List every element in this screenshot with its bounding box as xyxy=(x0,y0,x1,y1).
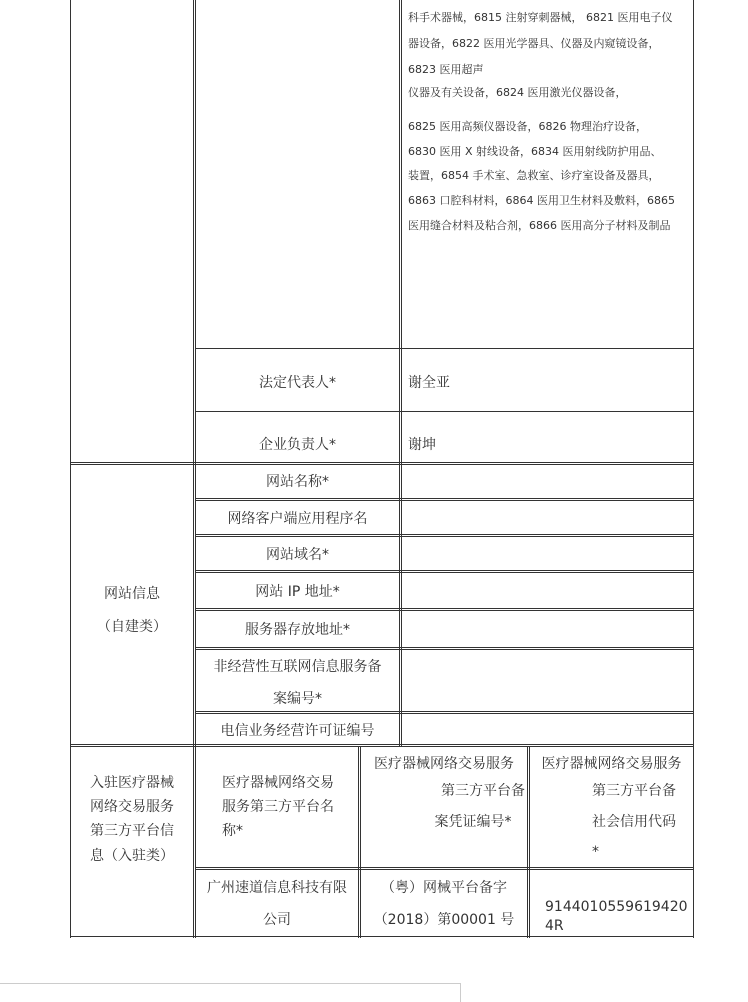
row-divider xyxy=(195,536,694,537)
telecom-license-label: 电信业务经营许可证编号 xyxy=(220,723,375,739)
col-divider xyxy=(360,746,361,938)
platform-section-label: 息（入驻类） xyxy=(90,848,174,864)
row-divider xyxy=(195,608,694,609)
icp-record-label: 非经营性互联网信息服务备 xyxy=(213,659,382,675)
platform-name-header: 服务第三方平台名 xyxy=(222,799,334,815)
col-divider xyxy=(193,462,194,746)
col-divider xyxy=(401,462,402,746)
scope-line: 科手术器械，6815 注射穿刺器械， 6821 医用电子仪 xyxy=(408,11,673,24)
scope-line: 装置，6854 手术室、急救室、诊疗室设备及器具， xyxy=(408,169,660,182)
website-name-label: 网站名称* xyxy=(266,474,329,490)
scope-line: 6825 医用高频仪器设备，6826 物理治疗设备， xyxy=(408,120,647,133)
credit-code-header: 医疗器械网络交易服务 xyxy=(541,756,682,772)
credit-code-value: 9144010559619420 xyxy=(545,899,688,915)
col-divider xyxy=(527,746,528,938)
col-divider xyxy=(399,462,400,746)
row-divider xyxy=(195,713,694,714)
row-divider xyxy=(70,464,694,465)
record-number-header: 第三方平台备 xyxy=(441,783,525,799)
row-divider xyxy=(195,610,694,611)
row-divider xyxy=(195,411,694,412)
app-name-label: 网络客户端应用程序名 xyxy=(227,511,368,527)
credit-code-value: 4R xyxy=(545,918,564,934)
icp-record-label-cont: 案编号* xyxy=(273,691,322,707)
row-divider xyxy=(195,649,694,650)
row-divider xyxy=(70,744,694,745)
credit-code-header: 社会信用代码 xyxy=(592,814,676,830)
row-divider xyxy=(195,711,694,712)
responsible-label: 企业负责人* xyxy=(259,437,336,453)
footer-box-edge xyxy=(460,983,461,1002)
col-divider xyxy=(399,0,400,462)
col-divider xyxy=(195,0,196,462)
ip-label: 网站 IP 地址* xyxy=(255,584,340,600)
row-divider xyxy=(195,647,694,648)
row-divider xyxy=(195,534,694,535)
platform-name-value: 广州速道信息科技有限 xyxy=(207,880,347,896)
scope-line: 6863 口腔科材料，6864 医用卫生材料及敷料，6865 xyxy=(408,194,675,207)
responsible-value: 谢坤 xyxy=(408,437,436,453)
scope-line: 6830 医用 X 射线设备，6834 医用射线防护用品、 xyxy=(408,145,662,158)
platform-section-label: 网络交易服务 xyxy=(90,799,174,815)
credit-code-header: 第三方平台备 xyxy=(592,783,676,799)
record-number-header: 医疗器械网络交易服务 xyxy=(374,756,514,772)
row-divider xyxy=(195,498,694,499)
col-divider xyxy=(193,0,194,462)
platform-name-header: 称* xyxy=(222,823,243,839)
col-divider xyxy=(193,746,194,938)
domain-label: 网站域名* xyxy=(266,547,329,563)
scope-line: 医用缝合材料及粘合剂，6866 医用高分子材料及制品 xyxy=(408,219,671,232)
row-divider xyxy=(195,348,694,349)
platform-section-label: 第三方平台信 xyxy=(90,823,174,839)
table-border-right xyxy=(693,0,694,938)
row-divider xyxy=(195,867,694,868)
scope-line: 6823 医用超声 xyxy=(408,63,484,76)
col-divider xyxy=(195,746,196,938)
website-section-sublabel: （自建类） xyxy=(97,619,167,635)
footer-box-edge xyxy=(0,983,461,984)
record-number-value: （2018）第00001 号 xyxy=(373,912,515,928)
col-divider xyxy=(401,0,402,462)
col-divider xyxy=(358,746,359,938)
row-divider xyxy=(70,746,694,747)
row-divider xyxy=(195,869,694,870)
row-divider xyxy=(195,500,694,501)
record-number-value: （粤）网械平台备字 xyxy=(381,880,507,896)
table-border-bottom xyxy=(70,936,694,937)
platform-name-header: 医疗器械网络交易 xyxy=(222,775,334,791)
platform-section-label: 入驻医疗器械 xyxy=(90,775,174,791)
scope-line: 仪器及有关设备，6824 医用激光仪器设备， xyxy=(408,86,627,99)
col-divider xyxy=(529,746,530,938)
legal-rep-label: 法定代表人* xyxy=(259,375,336,391)
legal-rep-value: 谢全亚 xyxy=(408,375,450,391)
row-divider xyxy=(195,572,694,573)
record-number-header: 案凭证编号* xyxy=(434,814,512,830)
row-divider xyxy=(70,462,694,463)
row-divider xyxy=(195,570,694,571)
credit-code-header: * xyxy=(592,844,599,860)
platform-name-value: 公司 xyxy=(263,912,291,928)
website-section-label: 网站信息 xyxy=(104,586,160,602)
server-address-label: 服务器存放地址* xyxy=(245,622,350,638)
scope-line: 器设备，6822 医用光学器具、仪器及内窥镜设备， xyxy=(408,37,660,50)
